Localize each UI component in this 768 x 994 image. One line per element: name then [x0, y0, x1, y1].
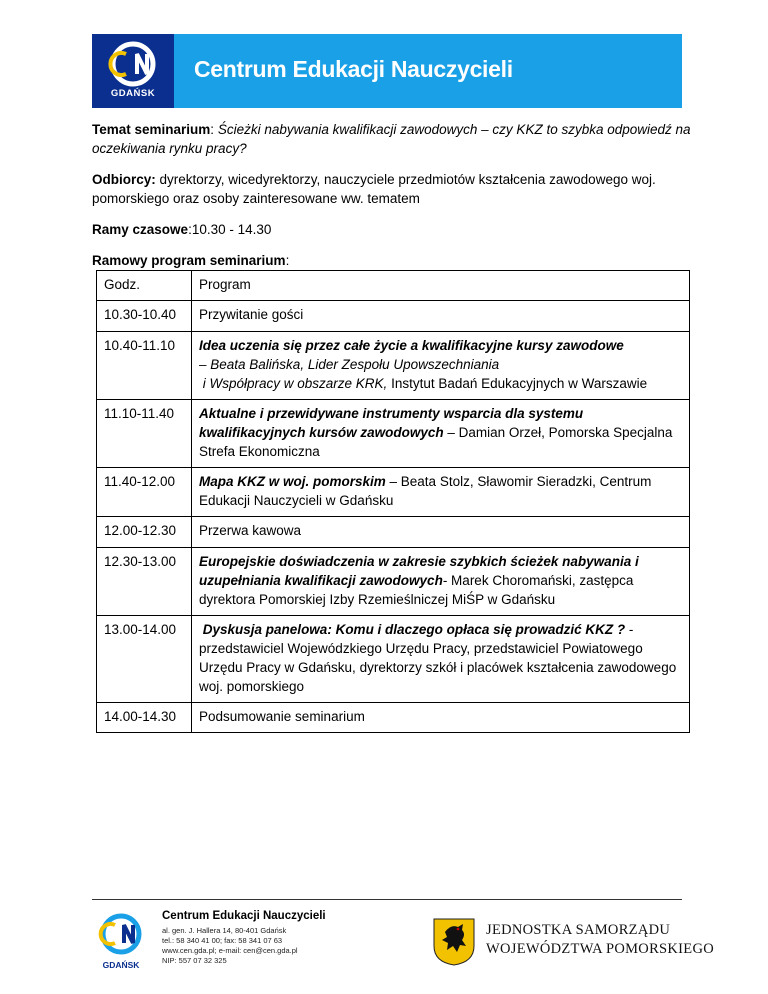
cen-logo	[92, 34, 174, 108]
topic-text: Ścieżki nabywania kwalifikacji zawodowych – czy KKZ to szybka odpowiedź na oczekiwania rynku pracy?	[92, 122, 691, 156]
row-time: 14.00-14.30	[97, 703, 192, 733]
row-program	[192, 332, 690, 400]
row-time: 11.10-11.40	[97, 400, 192, 468]
session-speaker: – Damian Orzeł, Pomorska Specjalna Strefa Ekonomiczna	[199, 425, 673, 459]
intro-section	[92, 120, 692, 282]
session-title: Aktualne i przewidywane instrumenty wsparcia dla systemu kwalifikacyjnych kursów zawodowych	[199, 406, 584, 440]
footer-web: www.cen.gda.pl; e-mail: cen@cen.gda.pl	[162, 946, 298, 955]
row-program: Przerwa kawowa	[192, 517, 690, 548]
audience-label: Odbiorcy:	[92, 172, 156, 187]
session-title: Idea uczenia się przez całe życie a kwalifikacyjne kursy zawodowe	[199, 338, 624, 353]
audience-paragraph	[92, 170, 692, 208]
footer-nip: NIP: 557 07 32 325	[162, 956, 227, 965]
pomorskie-crest-icon	[433, 918, 475, 966]
audience-text: dyrektorzy, wicedyrektorzy, nauczyciele przedmiotów kształcenia zawodowego woj. pomorskiego oraz osoby zainteresowane ww. tematem	[92, 172, 656, 206]
table-row	[97, 616, 690, 703]
session-title: Mapa KKZ w woj. pomorskim	[199, 474, 386, 489]
footer-phone: tel.: 58 340 41 00; fax: 58 341 07 63	[162, 936, 283, 945]
footer-divider	[92, 899, 682, 900]
row-time: 10.40-11.10	[97, 332, 192, 400]
footer-address: al. gen. J. Hallera 14, 80-401 Gdańsk	[162, 926, 287, 935]
row-time: 10.30-10.40	[97, 301, 192, 332]
row-program	[192, 468, 690, 517]
cen-logo-icon	[104, 40, 162, 88]
session-speaker: - przedstawiciel Wojewódzkiego Urzędu Pracy, przedstawiciel Powiatowego Urzędu Pracy w Gdańsku, dyrektorzy szkół i placówek kształcenia zawodowego woj. pomorskiego	[199, 622, 677, 694]
speaker-role: i Współpracy w obszarze KRK,	[199, 376, 388, 391]
program-paragraph	[92, 251, 692, 270]
row-time: 12.30-13.00	[97, 548, 192, 616]
session-title: Dyskusja panelowa: Komu i dlaczego opłaca się prowadzić KKZ ?	[199, 622, 626, 637]
footer-city: GDAŃSK	[102, 960, 140, 970]
row-program	[192, 400, 690, 468]
program-label: Ramowy program seminarium	[92, 253, 286, 268]
row-program: Podsumowanie seminarium	[192, 703, 690, 733]
header-banner	[92, 34, 682, 108]
jst-line-1: JEDNOSTKA SAMORZĄDU	[486, 922, 671, 938]
logo-city: GDAŃSK	[110, 88, 156, 99]
col-time-header: Godz.	[97, 271, 192, 301]
table-row	[97, 468, 690, 517]
table-row	[97, 301, 690, 332]
session-title: Europejskie doświadczenia w zakresie szybkich ścieżek nabywania i uzupełniania kwalifikacji zawodowych	[199, 554, 639, 588]
table-row	[97, 400, 690, 468]
speaker-institution: Instytut Badań Edukacyjnych w Warszawie	[387, 376, 648, 391]
table-row	[97, 703, 690, 733]
time-text: :10.30 - 14.30	[188, 222, 272, 237]
col-program-header: Program	[192, 271, 690, 301]
row-program	[192, 548, 690, 616]
footer-org-name: Centrum Edukacji Nauczycieli	[162, 910, 326, 922]
row-time: 11.40-12.00	[97, 468, 192, 517]
speaker-line: – Beata Balińska, Lider Zespołu Upowszechniania	[199, 357, 500, 372]
row-program: Przywitanie gości	[192, 301, 690, 332]
topic-label: Temat seminarium	[92, 122, 211, 137]
row-time: 12.00-12.30	[97, 517, 192, 548]
topic-sep: :	[210, 122, 218, 137]
table-row	[97, 548, 690, 616]
session-speaker: – Beata Stolz, Sławomir Sieradzki, Centrum Edukacji Nauczycieli w Gdańsku	[199, 474, 652, 508]
program-sep: :	[285, 253, 290, 268]
jst-label	[486, 921, 714, 959]
table-row	[97, 332, 690, 400]
table-row	[97, 517, 690, 548]
session-speaker: - Marek Choromański, zastępca dyrektora Pomorskiej Izby Rzemieślniczej MiŚP w Gdańsku	[199, 573, 634, 607]
program-table	[96, 270, 690, 733]
table-header-row	[97, 271, 690, 301]
time-paragraph	[92, 220, 692, 239]
header-title: Centrum Edukacji Nauczycieli	[194, 56, 513, 82]
footer-cen-logo-icon	[96, 912, 146, 958]
topic-paragraph	[92, 120, 692, 158]
row-program	[192, 616, 690, 703]
time-label: Ramy czasowe	[92, 222, 189, 237]
row-time: 13.00-14.00	[97, 616, 192, 703]
jst-line-2: WOJEWÓDZTWA POMORSKIEGO	[486, 941, 715, 957]
